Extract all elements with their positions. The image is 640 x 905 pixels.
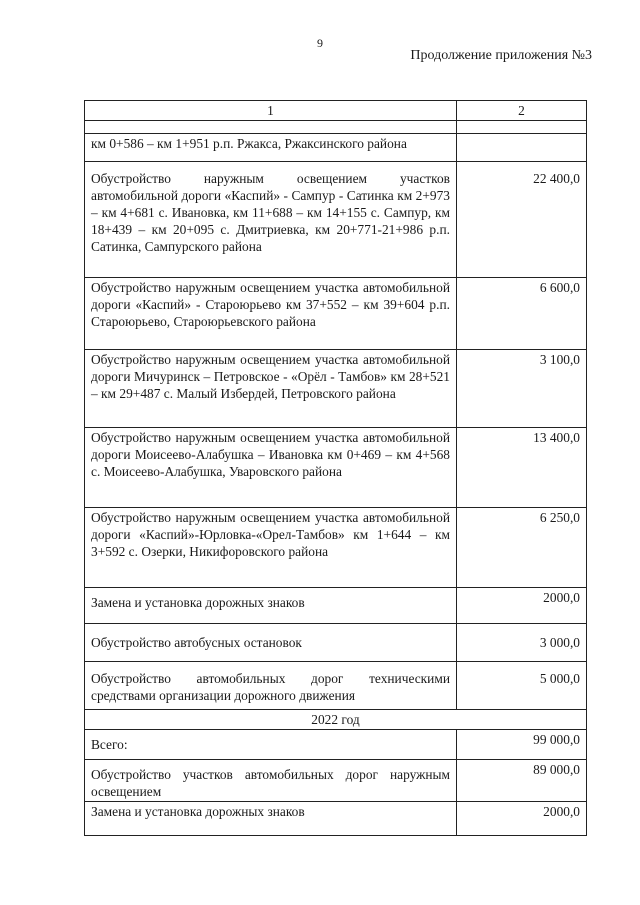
- row-description: Замена и установка дорожных знаков: [85, 588, 457, 624]
- row-amount: 5 000,0: [457, 662, 587, 710]
- appendix-table: [84, 100, 587, 836]
- continuation-heading: Продолжение приложения №3: [410, 48, 592, 63]
- row-amount: 2000,0: [457, 588, 587, 624]
- table-row: [85, 802, 587, 836]
- row-amount: 3 000,0: [457, 624, 587, 662]
- row-description: Обустройство наружным освещением участка автомобильной дороги Мичуринск – Петровское - «Орёл - Тамбов» км 28+521 – км 29+487 с. Малый Избердей, Петровского района: [85, 350, 457, 428]
- table-row: [85, 662, 587, 710]
- gap-cell: [85, 121, 457, 134]
- year-heading: 2022 год: [85, 710, 587, 730]
- row-amount: 6 600,0: [457, 278, 587, 350]
- row-amount: 99 000,0: [457, 730, 587, 760]
- row-description: Обустройство автобусных остановок: [85, 624, 457, 662]
- row-description: Замена и установка дорожных знаков: [85, 802, 457, 836]
- table-row: [85, 162, 587, 278]
- row-description: Обустройство наружным освещением участка автомобильной дороги «Каспий»-Юрловка-«Орел-Тамбов» км 1+644 – км 3+592 с. Озерки, Никифоровского района: [85, 508, 457, 588]
- row-description: км 0+586 – км 1+951 р.п. Ржакса, Ржаксинского района: [85, 134, 457, 162]
- row-amount: 89 000,0: [457, 760, 587, 802]
- row-amount: 2000,0: [457, 802, 587, 836]
- row-amount: 13 400,0: [457, 428, 587, 508]
- table-row: [85, 508, 587, 588]
- page-number: 9: [317, 36, 323, 50]
- table-row: [85, 624, 587, 662]
- row-description: Обустройство наружным освещением участка автомобильной дороги Моисеево-Алабушка – Ивановка км 0+469 – км 4+568 с. Моисеево-Алабушка, Уваровского района: [85, 428, 457, 508]
- row-amount: 6 250,0: [457, 508, 587, 588]
- table-row: [85, 278, 587, 350]
- header-col-1: 1: [85, 101, 457, 121]
- table-row: [85, 730, 587, 760]
- row-description: Обустройство участков автомобильных дорог наружным освещением: [85, 760, 457, 802]
- table-row: [85, 428, 587, 508]
- row-amount: 3 100,0: [457, 350, 587, 428]
- table-row: [85, 134, 587, 162]
- row-description: Всего:: [85, 730, 457, 760]
- row-description: Обустройство наружным освещением участков автомобильной дороги «Каспий» - Сампур - Сатинка км 2+973 – км 4+681 с. Ивановка, км 11+688 – км 14+155 с. Сампур, км 18+439 – км 20+095 с. Дмитриевка, км 20+771-21+986 р.п. Сатинка, Сампурского района: [85, 162, 457, 278]
- table-row: [85, 760, 587, 802]
- year-row: [85, 710, 587, 730]
- table-row: [85, 350, 587, 428]
- row-amount: 22 400,0: [457, 162, 587, 278]
- row-amount: [457, 134, 587, 162]
- header-col-2: 2: [457, 101, 587, 121]
- row-description: Обустройство наружным освещением участка автомобильной дороги «Каспий» - Староюрьево км 37+552 – км 39+604 р.п. Староюрьево, Староюрьевского района: [85, 278, 457, 350]
- table-gap-row: [85, 121, 587, 134]
- table-header-row: [85, 101, 587, 121]
- gap-cell: [457, 121, 587, 134]
- table-row: [85, 588, 587, 624]
- row-description: Обустройство автомобильных дорог техническими средствами организации дорожного движения: [85, 662, 457, 710]
